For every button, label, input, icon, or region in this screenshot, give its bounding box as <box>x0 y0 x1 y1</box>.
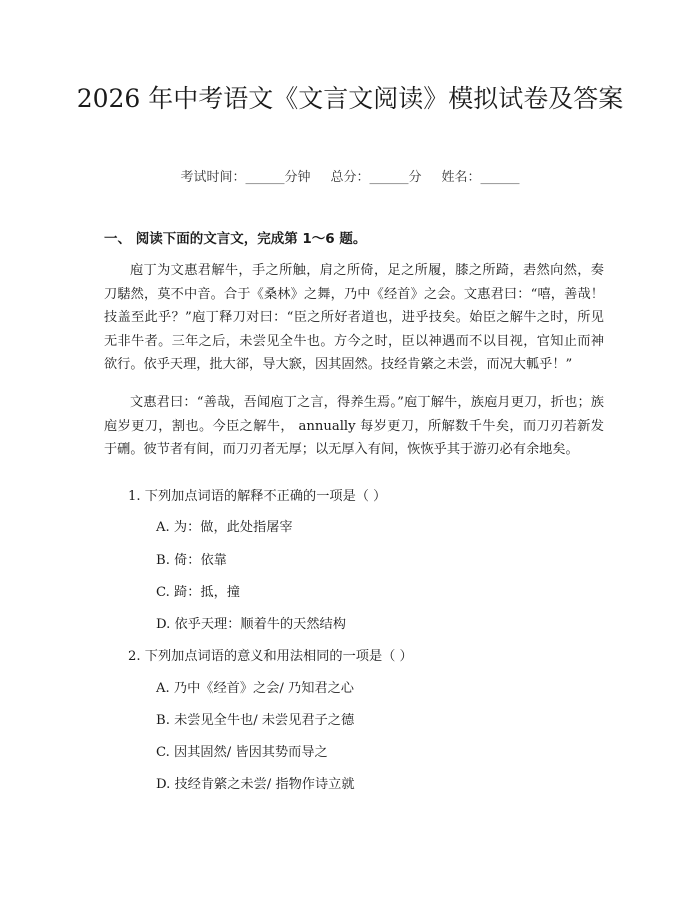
passage-paragraph-2: 文惠君曰：“善哉，吾闻庖丁之言，得养生焉。”庖丁解牛，族庖月更刀，折也；族庖岁更刀，割也。今臣之解牛， annually 每岁更刀，所解数千牛矣，而刀刃若新发于硎。彼节者有间，而刀刃者无厚；以无厚入有间，恢恢乎其于游刃必有余地矣。 <box>104 395 604 457</box>
question-1-stem: 1. 下列加点词语的解释不正确的一项是（ ） <box>128 489 387 504</box>
passage-paragraph-1: 庖丁为文惠君解牛，手之所触，肩之所倚，足之所履，膝之所踦，砉然向然，奏刀騞然，莫不中音。合于《桑林》之舞，乃中《经首》之会。文惠君曰：“嘻，善哉！技盖至此乎？”庖丁释刀对曰：“臣之所好者道也，进乎技矣。始臣之解牛之时，所见无非牛者。三年之后，未尝见全牛也。方今之时，臣以神遇而不以目视，官知止而神欲行。依乎天理，批大郤，导大窾，因其固然。技经肯綮之未尝，而况大軱乎！” <box>104 263 604 372</box>
question-2-option-c: C. 因其固然/ 皆因其势而导之 <box>156 745 328 760</box>
question-2-option-b: B. 未尝见全牛也/ 未尝见君子之德 <box>156 713 355 728</box>
name-field: 姓名：______ <box>441 170 520 185</box>
page-title: 2026 年中考语文《文言文阅读》模拟试卷及答案 <box>76 84 624 113</box>
question-1-option-b: B. 倚：依靠 <box>156 553 227 568</box>
total-score-field: 总分：______分 <box>330 170 422 185</box>
question-1-option-c: C. 踦：抵，撞 <box>156 585 240 600</box>
exam-time-field: 考试时间：______分钟 <box>180 170 311 185</box>
question-2-option-d: D. 技经肯綮之未尝/ 指物作诗立就 <box>156 777 355 792</box>
section-heading: 一、 阅读下面的文言文，完成第 1～6 题。 <box>104 231 367 247</box>
exam-meta <box>0 168 700 188</box>
question-2-option-a: A. 乃中《经首》之会/ 乃知君之心 <box>156 681 354 696</box>
question-2-stem: 2. 下列加点词语的意义和用法相同的一项是（ ） <box>128 649 413 664</box>
question-1-option-a: A. 为：做，此处指屠宰 <box>156 520 293 535</box>
question-1-option-d: D. 依乎天理：顺着牛的天然结构 <box>156 617 346 632</box>
